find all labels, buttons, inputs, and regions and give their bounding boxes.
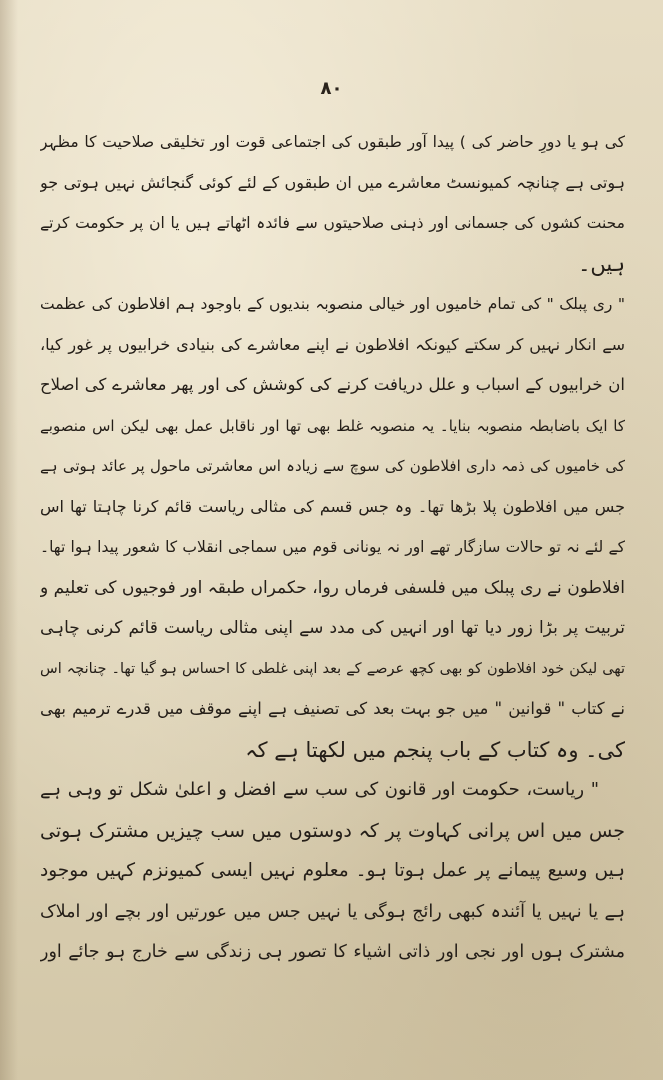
text-line: کی ہو یا دورِ حاضر کی ) پیدا آور طبقوں کی اجتماعی قوت اور تخلیقی صلاحیت کا مظہر <box>40 133 625 151</box>
text-line: کا ایک باضابطہ منصوبہ بنایا۔ یہ منصوبہ غلط بھی تھا اور ناقابل عمل بھی لیکن اس منصوبے <box>40 416 625 435</box>
text-line: " ری پبلک " کی تمام خامیوں اور خیالی منصوبہ بندیوں کے باوجود ہم افلاطون کی عظمت <box>40 295 625 313</box>
text-line: ہیں۔ <box>578 251 625 276</box>
quote-line: ہیں وسیع پیمانے پر عمل ہوتا ہو۔ معلوم نہیں ایسی کمیونزم کہیں موجود <box>40 860 625 881</box>
text-line: تھی لیکن خود افلاطون کو بھی کچھ عرصے کے بعد اپنی غلطی کا احساس ہو گیا تھا۔ چنانچہ اس <box>40 660 625 677</box>
text-line: سے انکار نہیں کر سکتے کیونکہ افلاطون نے اپنے معاشرے کی بنیادی خرابیوں پر غور کیا، <box>40 334 625 354</box>
text-line: ہوتی ہے چنانچہ کمیونسٹ معاشرے میں ان طبقوں کے لئے کوئی گنجائش نہیں ہوتی جو <box>40 172 625 192</box>
text-line: کی خامیوں کی ذمہ داری افلاطون کی سوچ سے زیادہ اس معاشرتی ماحول پر عائد ہوتی ہے <box>40 457 625 475</box>
quote-line: " ریاست، حکومت اور قانون کی سب سے افضل و اعلیٰ شکل تو وہی ہے <box>40 779 599 800</box>
text-line: کے لئے نہ تو حالات سازگار تھے اور نہ یونانی قوم میں سماجی انقلاب کا شعور پیدا ہوا تھا۔ <box>40 538 625 556</box>
text-line: افلاطون نے ری پبلک میں فلسفی فرماں روا، حکمراں طبقہ اور فوجیوں کی تعلیم و <box>40 577 625 598</box>
page-edge-shadow <box>0 0 18 1080</box>
text-line: نے کتاب " قوانین " میں جو بہت بعد کی تصنیف ہے اپنے موقف میں قدرے ترمیم بھی <box>40 699 625 718</box>
page-number: ۸۰ <box>320 78 343 99</box>
text-line: تربیت پر بڑا زور دیا تھا اور انہیں کی مدد سے اپنی مثالی ریاست قائم کرنی چاہی <box>40 618 625 638</box>
text-line: کی۔ وہ کتاب کے باب پنجم میں لکھتا ہے کہ <box>245 737 625 762</box>
text-line: محنت کشوں کی جسمانی اور ذہنی صلاحیتوں سے فائدہ اٹھاتے ہیں یا ان پر حکومت کرتے <box>40 214 625 232</box>
quote-line: ہے یا نہیں یا آئندہ کبھی رائج ہوگی یا نہیں جس میں عورتیں اور بچے اور املاک <box>40 901 625 922</box>
quote-line: مشترک ہوں اور نجی اور ذاتی اشیاء کا تصور ہی زندگی سے خارج ہو جائے اور <box>40 942 625 962</box>
quote-line: جس میں اس پرانی کہاوت پر کہ دوستوں میں سب چیزیں مشترک ہوتی <box>40 819 625 842</box>
text-line: ان خرابیوں کے اسباب و علل دریافت کرنے کی کوشش کی اور پھر معاشرے کی اصلاح <box>40 375 625 394</box>
body-text <box>40 122 625 973</box>
text-line: جس میں افلاطون پلا بڑھا تھا۔ وہ جس قسم کی مثالی ریاست قائم کرنا چاہتا تھا اس <box>40 496 625 516</box>
